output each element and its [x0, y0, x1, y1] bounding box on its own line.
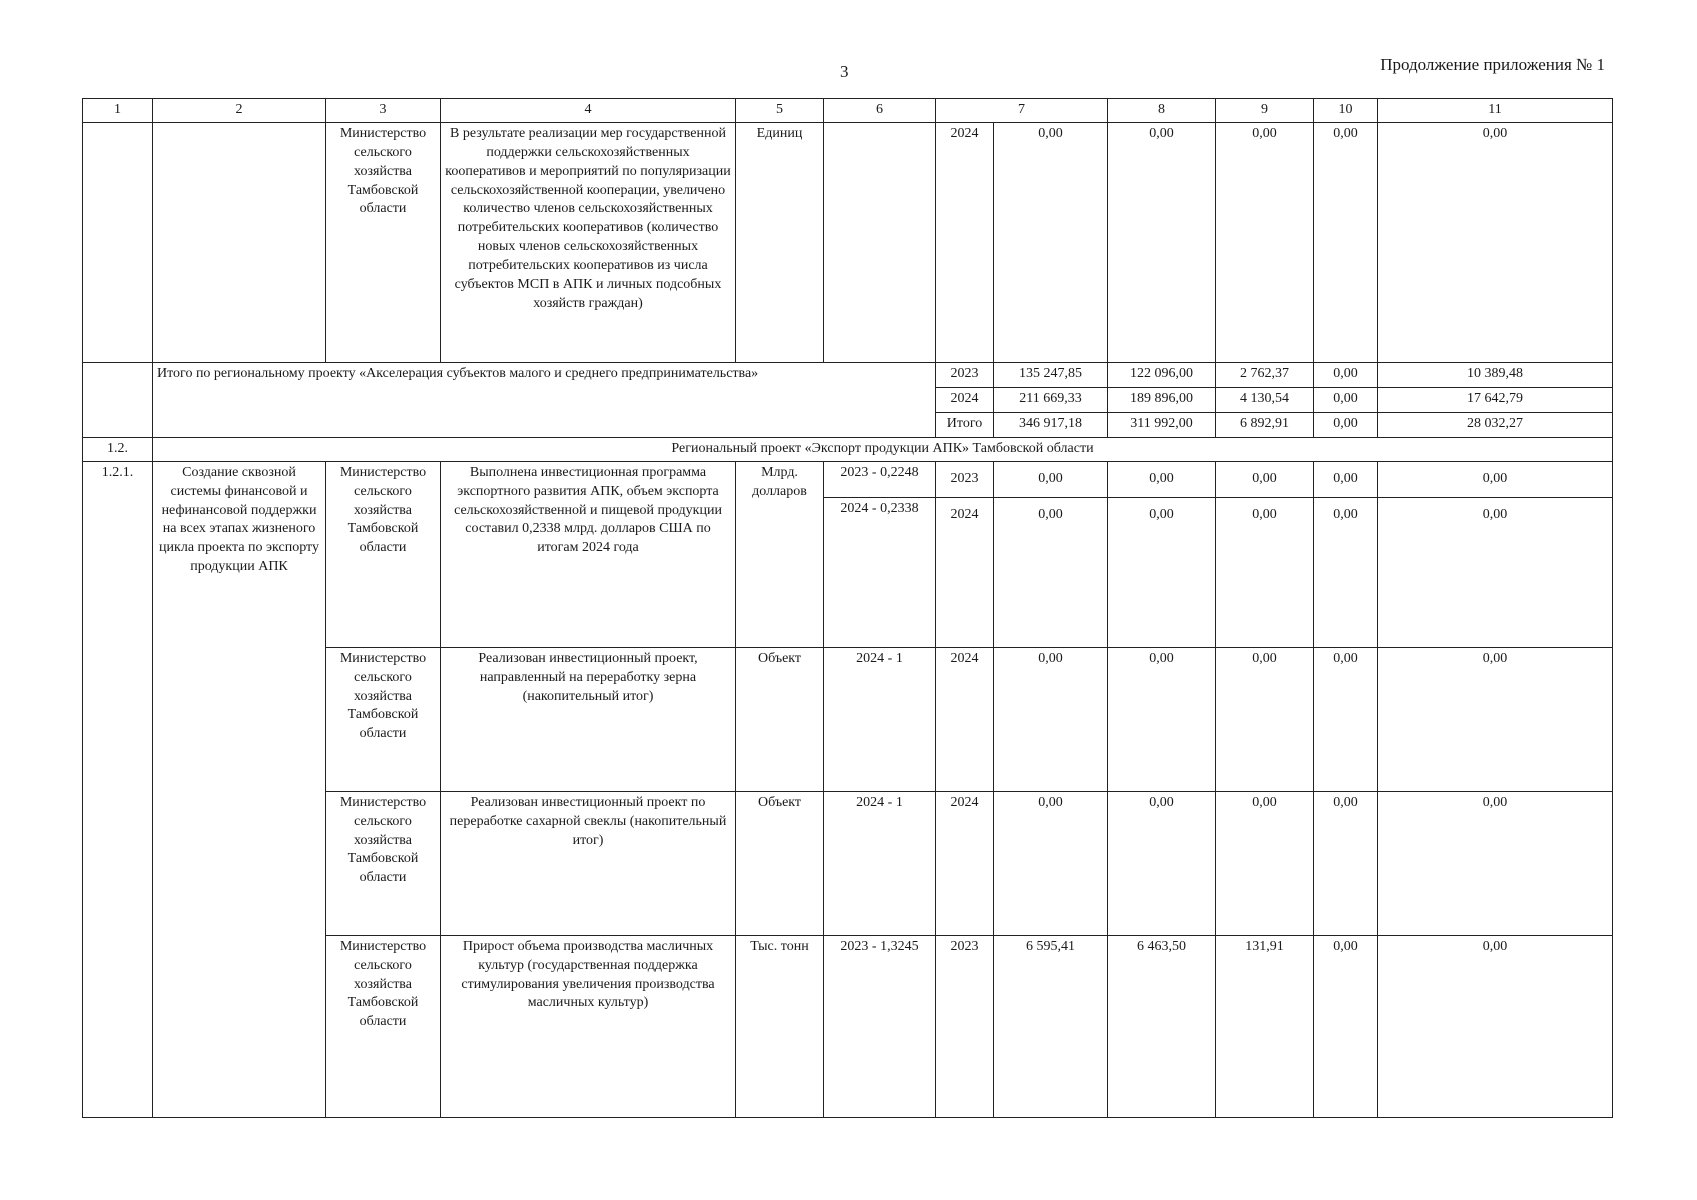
value-cell: 346 917,18 — [994, 412, 1108, 437]
year-cell: 2024 — [936, 387, 994, 412]
value-cell: 135 247,85 — [994, 362, 1108, 387]
value-cell: 0,00 — [1216, 497, 1314, 647]
year-cell: 2023 — [936, 935, 994, 1117]
col-header: 9 — [1216, 99, 1314, 123]
executor-cell: Министерство сельского хозяйства Тамбовской области — [326, 461, 441, 647]
year-cell: 2024 — [936, 497, 994, 647]
value-cell: 6 463,50 — [1108, 935, 1216, 1117]
value-cell: 0,00 — [994, 647, 1108, 791]
value-cell: 0,00 — [1108, 791, 1216, 935]
value-cell: 10 389,48 — [1378, 362, 1613, 387]
col-header: 7 — [936, 99, 1108, 123]
value-cell: 0,00 — [994, 461, 1108, 497]
value-cell: 0,00 — [994, 791, 1108, 935]
value-cell: 311 992,00 — [1108, 412, 1216, 437]
year-cell: 2024 — [936, 647, 994, 791]
page-number: 3 — [840, 62, 849, 81]
result-cell: Прирост объема производства масличных культур (государственная поддержка стимулирования увеличения производства масличных культур) — [441, 935, 736, 1117]
value-cell: 0,00 — [1108, 497, 1216, 647]
value-cell: 0,00 — [994, 497, 1108, 647]
col-header: 3 — [326, 99, 441, 123]
executor-cell: Министерство сельского хозяйства Тамбовской области — [326, 647, 441, 791]
value-cell: 0,00 — [1314, 387, 1378, 412]
value-cell: 0,00 — [1378, 647, 1613, 791]
year-cell: 2024 — [936, 791, 994, 935]
col-header: 8 — [1108, 99, 1216, 123]
value-cell: 0,00 — [1378, 461, 1613, 497]
executor-cell: Министерство сельского хозяйства Тамбовской области — [326, 791, 441, 935]
target-cell: 2024 - 1 — [824, 791, 936, 935]
value-cell: 0,00 — [1108, 647, 1216, 791]
section-number: 1.2. — [83, 437, 153, 461]
value-cell: 4 130,54 — [1216, 387, 1314, 412]
value-cell: 0,00 — [1314, 647, 1378, 791]
result-cell: В результате реализации мер государственной поддержки сельскохозяйственных кооперативов и мероприятий по популяризации сельскохозяйственной кооперации, увеличено количество членов сельскохозяйственных потребительских кооперативов (количество новых членов сельскохозяйственных потребительских кооперативов из числа субъектов МСП в АПК и личных подсобных хозяйств граждан) — [441, 122, 736, 362]
col-header: 10 — [1314, 99, 1378, 123]
col-header: 11 — [1378, 99, 1613, 123]
value-cell: 0,00 — [1216, 791, 1314, 935]
appendix-note: Продолжение приложения № 1 — [1380, 55, 1605, 74]
section-title: Региональный проект «Экспорт продукции АПК» Тамбовской области — [153, 437, 1613, 461]
target-cell: 2024 - 1 — [824, 647, 936, 791]
appendix-table — [82, 98, 1613, 1118]
year-cell: Итого — [936, 412, 994, 437]
unit-cell: Объект — [736, 647, 824, 791]
executor-cell: Министерство сельского хозяйства Тамбовской области — [326, 935, 441, 1117]
unit-cell: Млрд. долларов — [736, 461, 824, 647]
value-cell: 131,91 — [1216, 935, 1314, 1117]
value-cell: 28 032,27 — [1378, 412, 1613, 437]
value-cell: 17 642,79 — [1378, 387, 1613, 412]
target-cell: 2024 - 0,2338 — [824, 497, 936, 647]
result-cell: Реализован инвестиционный проект по переработке сахарной свеклы (накопительный итог) — [441, 791, 736, 935]
value-cell: 0,00 — [1216, 461, 1314, 497]
value-cell: 211 669,33 — [994, 387, 1108, 412]
col-header: 2 — [153, 99, 326, 123]
item-name: Создание сквозной системы финансовой и нефинансовой поддержки на всех этапах жизненого цикла проекта по экспорту продукции АПК — [153, 461, 326, 1117]
year-cell: 2023 — [936, 461, 994, 497]
value-cell: 0,00 — [1378, 935, 1613, 1117]
value-cell: 0,00 — [1314, 362, 1378, 387]
result-cell: Реализован инвестиционный проект, направленный на переработку зерна (накопительный итог) — [441, 647, 736, 791]
total-label: Итого по региональному проекту «Акселерация субъектов малого и среднего предпринимательства» — [153, 362, 936, 437]
value-cell: 0,00 — [1314, 497, 1378, 647]
header-row — [83, 99, 1613, 123]
year-cell: 2023 — [936, 362, 994, 387]
table-row — [83, 122, 1613, 362]
unit-cell: Объект — [736, 791, 824, 935]
target-cell: 2023 - 0,2248 — [824, 461, 936, 497]
item-number: 1.2.1. — [83, 461, 153, 1117]
value-cell: 122 096,00 — [1108, 362, 1216, 387]
unit-cell: Тыс. тонн — [736, 935, 824, 1117]
result-cell: Выполнена инвестиционная программа экспортного развития АПК, объем экспорта сельскохозяйственной и пищевой продукции составил 0,2338 млрд. долларов США по итогам 2024 года — [441, 461, 736, 647]
value-cell: 0,00 — [1216, 647, 1314, 791]
col-header: 4 — [441, 99, 736, 123]
value-cell: 0,00 — [1314, 935, 1378, 1117]
value-cell: 0,00 — [1314, 412, 1378, 437]
value-cell: 6 892,91 — [1216, 412, 1314, 437]
target-cell: 2023 - 1,3245 — [824, 935, 936, 1117]
value-cell: 6 595,41 — [994, 935, 1108, 1117]
value-cell: 189 896,00 — [1108, 387, 1216, 412]
value-cell: 0,00 — [1314, 122, 1378, 362]
total-row — [83, 362, 1613, 387]
value-cell: 2 762,37 — [1216, 362, 1314, 387]
col-header: 5 — [736, 99, 824, 123]
year-cell: 2024 — [936, 122, 994, 362]
unit-cell: Единиц — [736, 122, 824, 362]
value-cell: 0,00 — [1108, 461, 1216, 497]
value-cell: 0,00 — [1378, 791, 1613, 935]
section-row — [83, 437, 1613, 461]
value-cell: 0,00 — [1314, 461, 1378, 497]
value-cell: 0,00 — [1378, 122, 1613, 362]
col-header: 1 — [83, 99, 153, 123]
col-header: 6 — [824, 99, 936, 123]
value-cell: 0,00 — [1378, 497, 1613, 647]
executor-cell: Министерство сельского хозяйства Тамбовской области — [326, 122, 441, 362]
table-row — [83, 461, 1613, 497]
value-cell: 0,00 — [1216, 122, 1314, 362]
value-cell: 0,00 — [994, 122, 1108, 362]
value-cell: 0,00 — [1314, 791, 1378, 935]
target-cell — [824, 122, 936, 362]
value-cell: 0,00 — [1108, 122, 1216, 362]
